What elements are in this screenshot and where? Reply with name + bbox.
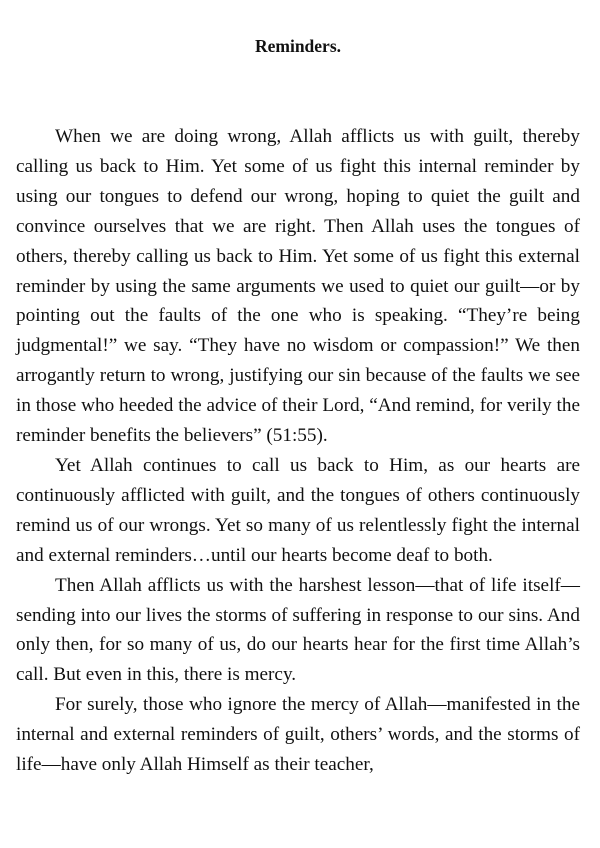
paragraph-2: Yet Allah continues to call us back to Him, as our hearts are continuously afflicted with guilt, and the tongues of others continuously remind us of our wrongs. Yet so many of us relentlessly fight the internal and external reminders…until our hearts become deaf to both. [16, 454, 580, 566]
paragraph-3: Then Allah afflicts us with the harshest lesson—that of life itself—sending into our lives the storms of suffering in response to our sins. And only then, for so many of us, do our hearts hear for the first time Allah’s call. But even in this, there is mercy. [16, 574, 580, 686]
body-text [16, 122, 580, 780]
paragraph-4: For surely, those who ignore the mercy of Allah—manifested in the internal and external reminders of guilt, others’ words, and the storms of life—have only Allah Himself as their teacher, [16, 694, 580, 776]
page-title: Reminders. [254, 36, 342, 56]
paragraph-1: When we are doing wrong, Allah afflicts us with guilt, thereby calling us back to Him. Yet some of us fight this internal reminder by using our tongues to defend our wrong, hoping to quiet the guilt and convince ourselves that we are right. Then Allah uses the tongues of others, thereby calling us back to Him. Yet some of us fight this external reminder by using the same arguments we used to quiet our guilt—or by pointing out the faults of the one who is speaking. “They’re being judgmental!” we say. “They have no wisdom or compassion!” We then arrogantly return to wrong, justifying our sin because of the faults we see in those who heeded the advice of their Lord, “And remind, for verily the reminder benefits the believers” (51:55). [16, 126, 580, 447]
document-page [16, 0, 580, 780]
